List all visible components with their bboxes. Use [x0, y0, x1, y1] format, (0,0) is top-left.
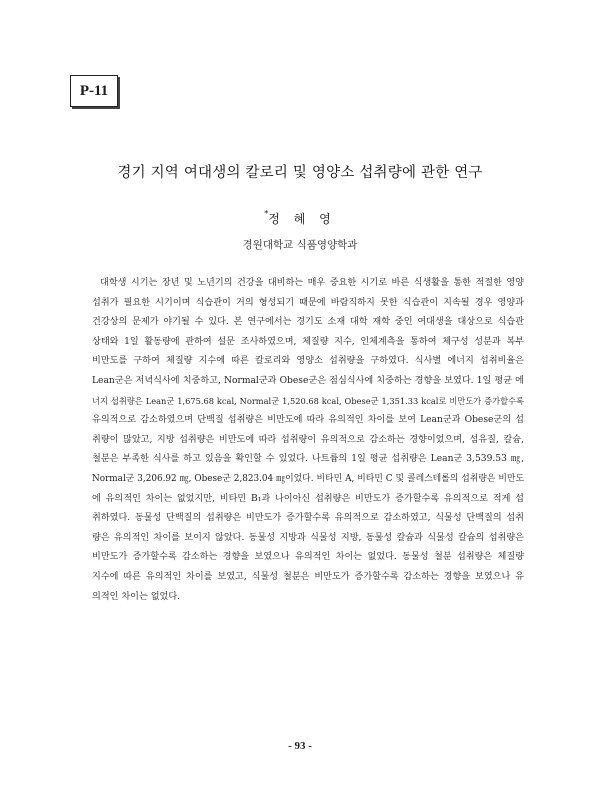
abstract-body	[92, 274, 524, 607]
abstract-line: 섭취가 필요한 시기이며 식습관이 거의 형성되기 때문에 바람직하지 못한 식습관이 지속될 경우 영양과	[92, 297, 524, 308]
abstract-line: 취량이 많았고, 지방 섭취량은 비만도에 따라 섭취량이 유의적으로 감소하는 경향이었으며, 섬유질, 칼슘,	[92, 434, 524, 445]
abstract-line: Normal군 3,206.92 ㎎, Obese군 2,823.04 ㎎이었다. 비타민 A, 비타민 C 및 콜레스테롤의 섭취량은 비만도	[92, 473, 524, 484]
author-affiliation: 경원대학교 식품영양학과	[242, 239, 358, 251]
abstract-line: Lean군은 저녁식사에 치중하고, Normal군과 Obese군은 점심식사에 치중하는 경향을 보였다. 1일 평균 에	[92, 375, 524, 386]
abstract-line: 대학생 시기는 장년 및 노년기의 건강을 대비하는 매우 중요한 시기로 바른 식생활을 통한 적절한 영양	[100, 278, 524, 288]
abstract-line: 건강상의 문제가 야기될 수 있다. 본 연구에서는 경기도 소재 대학 재학 중인 여대생을 대상으로 식습관	[92, 317, 524, 328]
presentation-code: P-11	[79, 82, 109, 99]
abstract-line: 유의적으로 감소하였으며 단백질 섭취량은 비만도에 따라 유의적인 차이를 보여 Lean군과 Obese군의 섭	[92, 415, 524, 426]
corresponding-author-mark: *	[264, 209, 269, 218]
abstract-line: 의적인 차이는 없었다.	[92, 591, 181, 602]
abstract-line: 지수에 따른 유의적인 차이를 보였고, 식물성 철분은 비만도가 증가할수록 감소하는 경향을 보였으나 유	[92, 571, 524, 582]
abstract-line: 취하였다. 동물성 단백질의 섭취량은 비만도가 증가할수록 유의적으로 감소하였고, 식물성 단백질의 섭취	[92, 513, 524, 524]
abstract-line: 비만도를 구하여 체질량 지수에 따른 칼로리와 영양소 섭취량을 구하였다. 식사별 에너지 섭취비율은	[92, 356, 524, 367]
abstract-line: 철분은 부족한 식사를 하고 있음을 확인할 수 있었다. 나트륨의 1일 평균 섭취량은 Lean군 3,539.53 ㎎,	[92, 454, 524, 465]
page-number: - 93 -	[288, 740, 312, 752]
abstract-line: 너지 섭취량은 Lean군 1,675.68 kcal, Normal군 1,520.68 kcal, Obese군 1,351.33 kcal로 비만도가 증가할수록	[92, 395, 524, 406]
author-line	[0, 210, 600, 227]
abstract-line: 상태와 1일 활동량에 관하여 설문 조사하였으며, 체질량 지수, 인체계측을 통하여 체구성 성분과 복부	[92, 336, 524, 347]
author-name: 정 혜 영	[268, 212, 336, 226]
paper-title: 경기 지역 여대생의 칼로리 및 영양소 섭취량에 관한 연구	[117, 165, 483, 181]
abstract-line: 에 유의적인 차이는 없었지만, 비타민 B₁과 나이아신 섭취량은 비만도가 증가할수록 유의적으로 적게 섭	[92, 493, 524, 504]
presentation-code-box	[70, 75, 118, 107]
abstract-line: 비만도가 증가할수록 감소하는 경향을 보였으나 유의적인 차이는 없었다. 동물성 철분 섭취량은 체질량	[92, 552, 524, 563]
abstract-line: 량은 유의적인 차이를 보이지 않았다. 동물성 지방과 식물성 지방, 동물성 칼슘과 식물성 칼슘의 섭취량은	[92, 532, 524, 543]
